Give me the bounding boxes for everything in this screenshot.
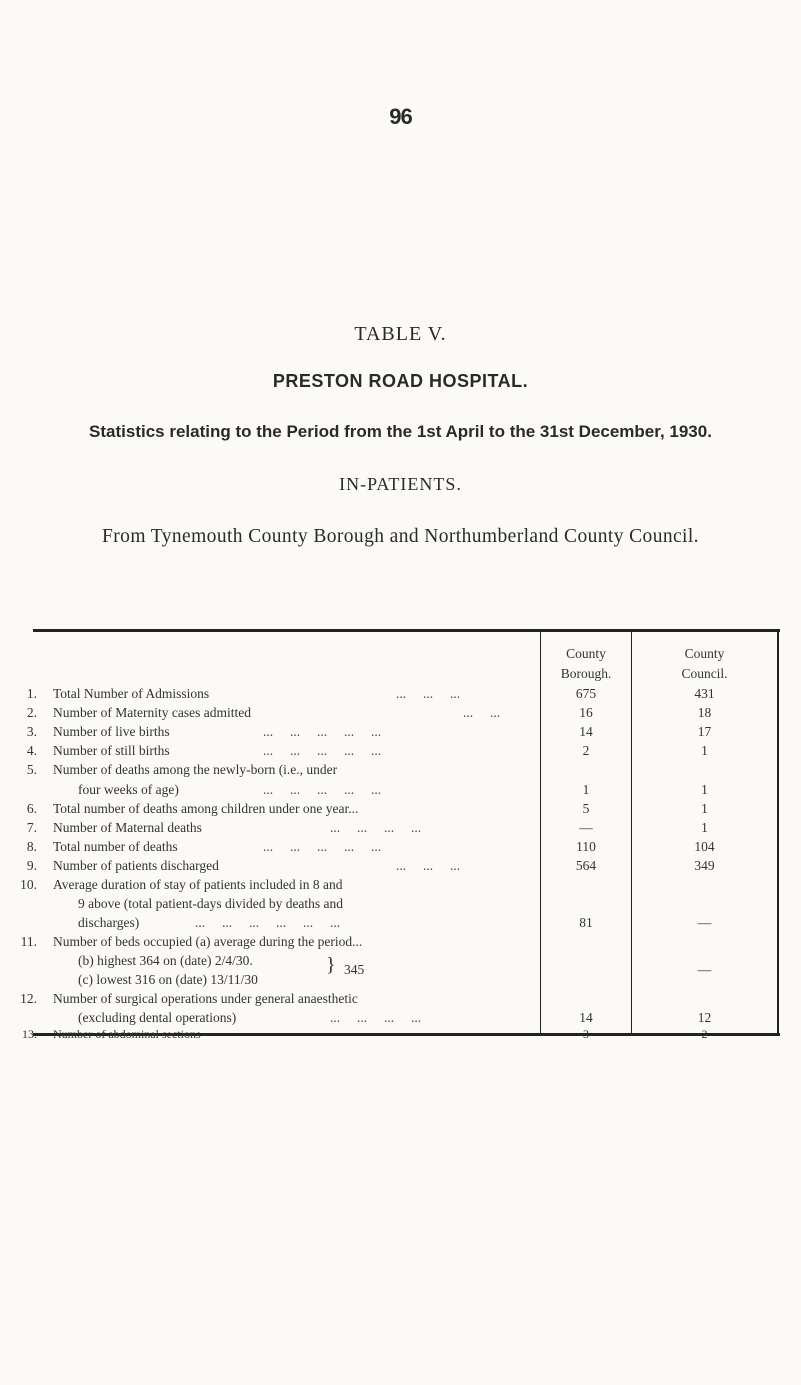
row-number: 8. — [26, 839, 37, 854]
row-label: Number of Maternal deaths — [53, 820, 202, 835]
table-top-rule — [33, 629, 780, 632]
row-number: 3. — [26, 724, 37, 739]
council-value: 18 — [697, 705, 712, 720]
column-header-council-line2: Council. — [681, 666, 728, 681]
council-value: 1 — [701, 801, 708, 816]
row-label-continued: (b) highest 364 on (date) 2/4/30. — [78, 953, 253, 968]
borough-value: 110 — [576, 839, 596, 854]
council-value: 431 — [694, 686, 715, 701]
leader-dots: ... ... ... — [396, 858, 461, 873]
leader-dots: ... ... ... — [396, 686, 461, 701]
column-header-borough-line1: County — [566, 646, 606, 661]
leader-dots: ... ... ... ... ... — [263, 839, 382, 854]
leader-dots: ... ... ... ... ... ... — [195, 915, 341, 930]
row-number: 9. — [26, 858, 37, 873]
period-title: Statistics relating to the Period from the 1st April to the 31st December, 1930. — [89, 422, 712, 441]
row-label: Total Number of Admissions — [53, 686, 210, 701]
table-right-border — [777, 629, 779, 1035]
leader-dots: ... ... ... ... ... — [263, 724, 382, 739]
row-label: Total number of deaths — [53, 839, 178, 854]
council-value: 2 — [701, 1027, 708, 1041]
row-label-continued: 9 above (total patient-days divided by deaths and — [78, 896, 344, 911]
row-number: 6. — [26, 801, 37, 816]
row-label: Average duration of stay of patients included in 8 and — [53, 877, 343, 892]
borough-value: 16 — [579, 705, 593, 720]
row-label: Number of live births — [53, 724, 170, 739]
leader-dots: ... ... — [463, 705, 501, 720]
borough-value: — — [579, 820, 593, 835]
leader-dots: ... ... ... ... — [330, 820, 422, 835]
row-number: 1. — [26, 686, 37, 701]
table-label: TABLE V. — [354, 323, 447, 345]
council-value: 1 — [701, 820, 708, 835]
borough-value: 564 — [575, 858, 597, 873]
council-value: 1 — [701, 743, 708, 758]
source-title: From Tynemouth County Borough and Northumberland County Council. — [102, 526, 699, 547]
row-number: 13. — [22, 1027, 37, 1041]
council-value: — — [697, 962, 712, 977]
row-label-continued: (excluding dental operations) — [78, 1010, 237, 1025]
row-label: Total number of deaths among children under one year... — [53, 801, 359, 816]
row-number: 7. — [26, 820, 37, 835]
borough-value: 5 — [582, 801, 590, 816]
right-brace: } — [326, 954, 336, 976]
section-title: IN-PATIENTS. — [339, 474, 462, 494]
leader-dots: ... ... ... ... ... — [263, 782, 382, 797]
column-header-borough-line2: Borough. — [560, 666, 612, 681]
column-header-council — [632, 644, 777, 684]
row-label: Number of beds occupied (a) average during the period... — [53, 934, 363, 949]
row-number: 11. — [20, 934, 37, 949]
row-label-continued: (c) lowest 316 on (date) 13/11/30 — [78, 972, 258, 987]
row-number: 5. — [26, 762, 37, 777]
leader-dots: ... ... ... ... — [330, 1010, 422, 1025]
leader-dots: ... ... ... ... ... — [263, 743, 382, 758]
council-value: 17 — [697, 724, 712, 739]
beds-average-value: 345 — [344, 962, 365, 977]
council-value: — — [697, 915, 712, 930]
borough-value: 14 — [579, 1010, 593, 1025]
council-value: 1 — [701, 782, 708, 797]
page-number: 96 — [389, 104, 412, 129]
council-value: 104 — [694, 839, 715, 854]
row-label: Number of Maternity cases admitted — [53, 705, 251, 720]
column-header-council-line1: County — [684, 646, 725, 661]
row-number: 4. — [26, 743, 37, 758]
row-number: 10. — [20, 877, 37, 892]
row-number: 2. — [26, 705, 37, 720]
row-label: Number of patients discharged — [53, 858, 219, 873]
council-value: 12 — [697, 1010, 712, 1025]
borough-value: 14 — [579, 724, 593, 739]
row-label-continued: discharges) — [78, 915, 140, 930]
borough-value: 2 — [582, 743, 590, 758]
hospital-title: PRESTON ROAD HOSPITAL. — [272, 371, 529, 391]
borough-value: 675 — [575, 686, 597, 701]
row-label: Number of still births — [53, 743, 170, 758]
row-label-continued: four weeks of age) — [78, 782, 179, 797]
column-header-borough — [541, 644, 631, 684]
row-number: 12. — [20, 991, 37, 1006]
row-label: Number of deaths among the newly-born (i.e., under — [53, 762, 338, 777]
row-label: Number of abdominal sections — [53, 1027, 201, 1041]
borough-value: 81 — [579, 915, 593, 930]
borough-value: 1 — [582, 782, 590, 797]
council-value: 349 — [694, 858, 715, 873]
row-label: Number of surgical operations under general anaesthetic — [53, 991, 358, 1006]
borough-value: 3 — [583, 1027, 589, 1041]
